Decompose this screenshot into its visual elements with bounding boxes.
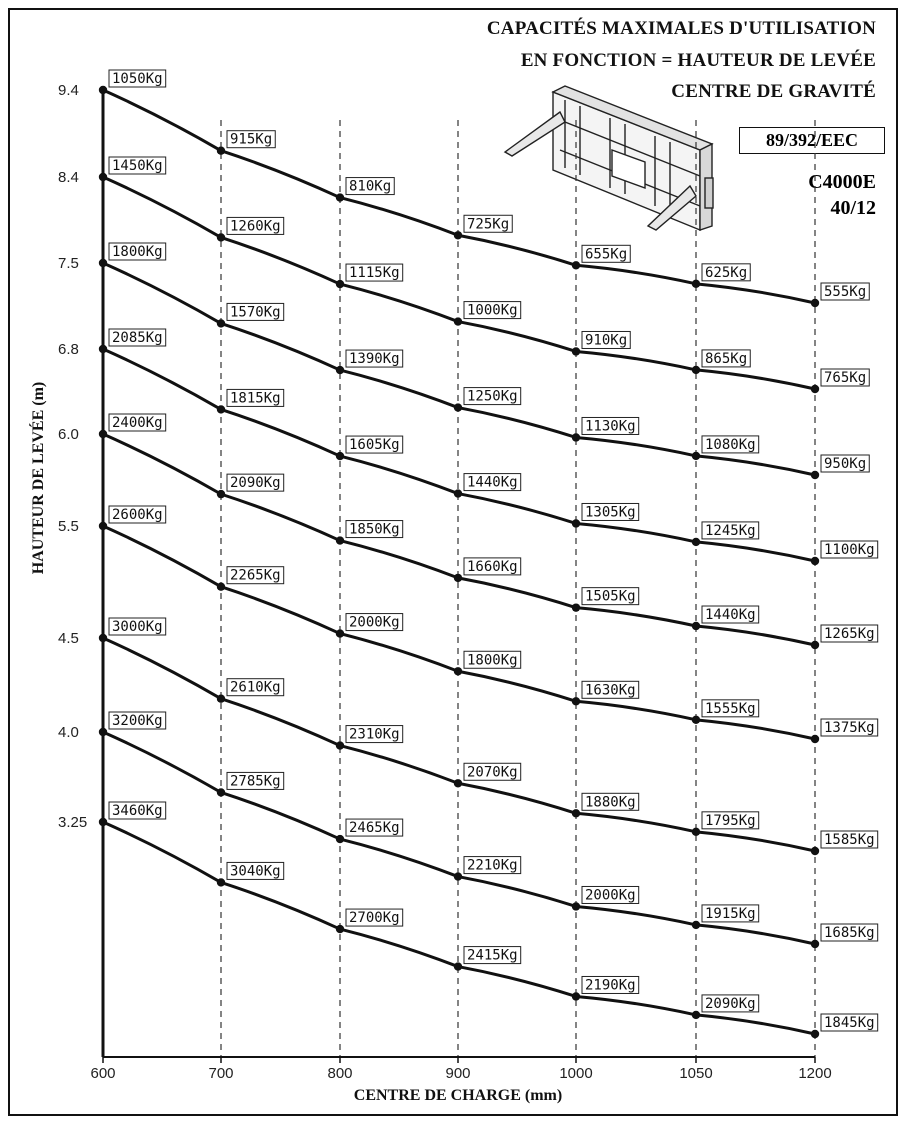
value-label: 1605Kg xyxy=(349,437,400,454)
value-label: 1815Kg xyxy=(230,390,281,407)
value-label: 950Kg xyxy=(824,456,867,472)
data-point xyxy=(572,697,580,705)
value-label: 1800Kg xyxy=(467,652,518,669)
data-point xyxy=(692,622,700,630)
value-label: 1450Kg xyxy=(112,158,163,174)
value-label: 725Kg xyxy=(467,216,510,233)
value-label: 2070Kg xyxy=(467,764,518,781)
value-label: 2090Kg xyxy=(230,475,281,492)
data-point xyxy=(572,347,580,355)
value-label: 1555Kg xyxy=(705,700,756,717)
data-point xyxy=(572,603,580,611)
data-point xyxy=(217,788,225,796)
x-tick-label-800: 800 xyxy=(327,1065,353,1082)
value-label: 1440Kg xyxy=(467,474,518,491)
data-point xyxy=(692,538,700,546)
value-label: 1050Kg xyxy=(112,71,163,87)
data-point xyxy=(811,471,819,479)
value-label: 910Kg xyxy=(585,332,628,349)
y-tick-label-9.4: 9.4 xyxy=(58,82,79,99)
data-point xyxy=(692,1011,700,1019)
data-point xyxy=(217,583,225,591)
x-tick-label-1000: 1000 xyxy=(559,1065,593,1082)
data-point xyxy=(99,173,107,181)
value-label: 625Kg xyxy=(705,264,748,281)
value-label: 1850Kg xyxy=(349,521,400,538)
data-point xyxy=(454,962,462,970)
value-label: 1260Kg xyxy=(230,218,281,235)
value-label: 1630Kg xyxy=(585,682,636,699)
data-point xyxy=(692,716,700,724)
value-label: 1915Kg xyxy=(705,905,756,922)
x-tick-label-1050: 1050 xyxy=(679,1065,713,1082)
data-point xyxy=(217,695,225,703)
value-label: 1305Kg xyxy=(585,504,636,521)
value-label: 1115Kg xyxy=(349,265,400,282)
data-point xyxy=(454,231,462,239)
y-tick-label-6.0: 6.0 xyxy=(58,426,79,443)
data-point xyxy=(454,317,462,325)
data-point xyxy=(217,233,225,241)
data-point xyxy=(99,818,107,826)
data-point xyxy=(692,280,700,288)
data-point xyxy=(811,557,819,565)
value-label: 2190Kg xyxy=(585,977,636,994)
value-label: 1390Kg xyxy=(349,351,400,368)
norm-badge: 89/392/EEC xyxy=(739,127,885,154)
value-label: 1505Kg xyxy=(585,588,636,605)
data-point xyxy=(217,405,225,413)
value-label: 2400Kg xyxy=(112,415,163,431)
data-point xyxy=(811,940,819,948)
y-tick-label-7.5: 7.5 xyxy=(58,255,79,272)
data-point xyxy=(811,385,819,393)
value-label: 810Kg xyxy=(349,178,392,195)
data-point xyxy=(217,147,225,155)
data-point xyxy=(99,345,107,353)
data-point xyxy=(454,574,462,582)
data-point xyxy=(336,629,344,637)
data-point xyxy=(572,519,580,527)
data-point xyxy=(454,489,462,497)
data-point xyxy=(811,735,819,743)
y-tick-label-8.4: 8.4 xyxy=(58,169,79,186)
data-point xyxy=(99,728,107,736)
x-tick-label-600: 600 xyxy=(90,1065,116,1082)
data-point xyxy=(217,878,225,886)
value-label: 2415Kg xyxy=(467,947,518,964)
value-label: 1685Kg xyxy=(824,925,875,941)
data-point xyxy=(811,847,819,855)
data-point xyxy=(217,490,225,498)
fork-carriage-illustration xyxy=(505,86,713,230)
value-label: 3040Kg xyxy=(230,863,281,880)
data-point xyxy=(692,366,700,374)
data-point xyxy=(99,634,107,642)
data-point xyxy=(572,433,580,441)
value-label: 1570Kg xyxy=(230,304,281,321)
value-label: 2465Kg xyxy=(349,820,400,837)
data-point xyxy=(336,193,344,201)
value-label: 865Kg xyxy=(705,350,748,367)
value-label: 1880Kg xyxy=(585,794,636,811)
value-label: 1795Kg xyxy=(705,812,756,829)
data-point xyxy=(336,280,344,288)
x-tick-label-700: 700 xyxy=(208,1065,234,1082)
value-label: 1250Kg xyxy=(467,388,518,405)
value-label: 1000Kg xyxy=(467,302,518,319)
value-label: 2210Kg xyxy=(467,857,518,874)
data-point xyxy=(572,992,580,1000)
value-label: 1080Kg xyxy=(705,436,756,453)
value-label: 1265Kg xyxy=(824,626,875,642)
x-tick-label-1200: 1200 xyxy=(798,1065,832,1082)
y-tick-label-4.5: 4.5 xyxy=(58,630,79,647)
data-point xyxy=(336,835,344,843)
data-point xyxy=(692,452,700,460)
value-label: 2265Kg xyxy=(230,567,281,584)
value-label: 2090Kg xyxy=(705,995,756,1012)
data-point xyxy=(572,261,580,269)
y-tick-label-5.5: 5.5 xyxy=(58,518,79,535)
data-point xyxy=(454,667,462,675)
value-label: 2700Kg xyxy=(349,910,400,927)
value-label: 3200Kg xyxy=(112,713,163,729)
data-point xyxy=(692,921,700,929)
chart-title-line-1: CAPACITÉS MAXIMALES D'UTILISATION xyxy=(486,18,876,39)
data-point xyxy=(99,86,107,94)
value-label: 1245Kg xyxy=(705,522,756,539)
data-point xyxy=(336,452,344,460)
value-label: 2000Kg xyxy=(349,614,400,631)
data-point xyxy=(217,319,225,327)
value-label: 2310Kg xyxy=(349,726,400,743)
value-label: 1440Kg xyxy=(705,607,756,624)
data-point xyxy=(811,299,819,307)
y-tick-label-6.8: 6.8 xyxy=(58,341,79,358)
model-variant: 40/12 xyxy=(830,197,876,219)
value-label: 1375Kg xyxy=(824,720,875,736)
y-axis-title: HAUTEUR DE LEVÉE (m) xyxy=(30,381,47,575)
data-point xyxy=(454,779,462,787)
chart-title-line-3: CENTRE DE GRAVITÉ xyxy=(671,81,876,102)
value-label: 1130Kg xyxy=(585,418,636,435)
data-point xyxy=(99,259,107,267)
x-axis-title: CENTRE DE CHARGE (mm) xyxy=(353,1087,563,1104)
data-point xyxy=(336,536,344,544)
axis-layer xyxy=(28,82,832,1104)
data-point xyxy=(336,741,344,749)
value-label: 1800Kg xyxy=(112,244,163,260)
value-label: 2085Kg xyxy=(112,330,163,346)
data-point xyxy=(811,1030,819,1038)
y-tick-label-4.0: 4.0 xyxy=(58,724,79,741)
value-label: 1660Kg xyxy=(467,558,518,575)
series-layer xyxy=(99,86,819,1038)
value-label: 915Kg xyxy=(230,131,273,148)
y-tick-label-3.25: 3.25 xyxy=(58,814,88,831)
value-label: 3000Kg xyxy=(112,619,163,635)
data-point xyxy=(811,641,819,649)
data-point xyxy=(572,809,580,817)
value-label: 1845Kg xyxy=(824,1015,875,1031)
value-label: 2600Kg xyxy=(112,507,163,523)
data-point xyxy=(454,403,462,411)
chart-title-line-2: EN FONCTION = HAUTEUR DE LEVÉE xyxy=(520,50,876,71)
value-label: 765Kg xyxy=(824,370,867,386)
value-label: 2000Kg xyxy=(585,887,636,904)
data-point xyxy=(692,828,700,836)
model-name: C4000E xyxy=(808,171,876,193)
data-point xyxy=(336,366,344,374)
value-label: 555Kg xyxy=(824,284,867,300)
value-label: 3460Kg xyxy=(112,803,163,819)
x-tick-label-900: 900 xyxy=(445,1065,471,1082)
data-point xyxy=(336,925,344,933)
data-point xyxy=(454,872,462,880)
value-label: 1585Kg xyxy=(824,832,875,848)
value-label: 2610Kg xyxy=(230,679,281,696)
data-point xyxy=(572,902,580,910)
data-point xyxy=(99,430,107,438)
value-label: 1100Kg xyxy=(824,542,875,558)
data-point xyxy=(99,522,107,530)
value-label: 2785Kg xyxy=(230,773,281,790)
value-label: 655Kg xyxy=(585,246,628,263)
